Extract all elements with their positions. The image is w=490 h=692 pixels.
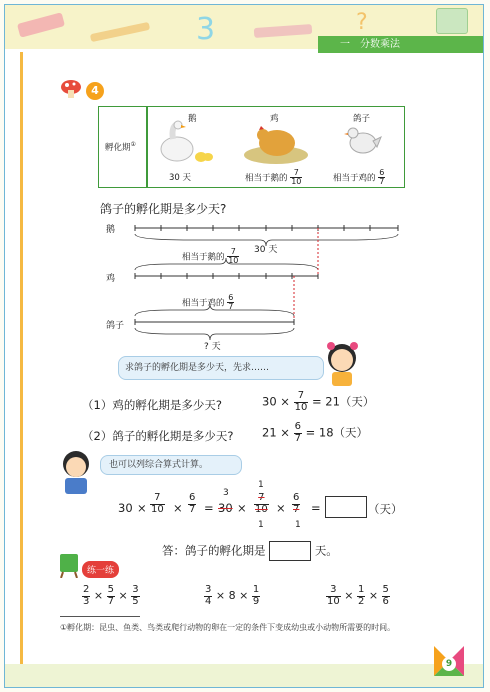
pigeon-illustration bbox=[343, 123, 383, 163]
answer-box[interactable] bbox=[269, 541, 311, 561]
answer-line: 答：鸽子的孵化期是 天。 bbox=[162, 541, 338, 561]
goose-illustration bbox=[155, 119, 215, 171]
combined-calculation: 30 × $\frac{7}{10}$ × $\frac{6}{7}$ = 3 30 × 1 $\frac{7}{10}$ 1 × $\frac{6}{7}$ 1 = （天） bbox=[118, 480, 403, 530]
calculator-decoration bbox=[436, 8, 468, 34]
chapter-title-bar bbox=[318, 36, 483, 53]
digit-three-decoration: 3 bbox=[196, 12, 216, 47]
footnote-rule bbox=[60, 616, 140, 617]
pigeon-period: 相当于鸡的 $\frac{6}{7}$ bbox=[333, 168, 385, 187]
goose-name: 鹅 bbox=[188, 114, 197, 124]
practice-badge-icon bbox=[58, 552, 80, 578]
line-diagram bbox=[100, 216, 410, 352]
boy-speech-bubble: 也可以列综合算式计算。 bbox=[100, 455, 242, 475]
footnote: ①孵化期：昆虫、鱼类、鸟类或爬行动物的卵在一定的条件下变成幼虫或小动物所需要的时间。 bbox=[60, 623, 396, 632]
practice-item-3: $\frac{3}{10}$ × $\frac{1}{2}$ × $\frac{5}{6}$ bbox=[327, 584, 389, 607]
goose-row-label: 鹅 bbox=[106, 225, 116, 235]
practice-item-1: $\frac{2}{3}$ × $\frac{5}{7}$ × $\frac{3}{5}$ bbox=[83, 584, 139, 607]
chapter-title: 一 分数乘法 bbox=[340, 39, 400, 50]
boy-avatar bbox=[56, 448, 96, 498]
hatching-period-table bbox=[98, 106, 405, 188]
footer-band bbox=[5, 664, 483, 687]
pigeon-name: 鸽子 bbox=[353, 114, 371, 124]
girl-speech-bubble: 求鸽子的孵化期是多少天，先求…… bbox=[118, 356, 324, 380]
practice-badge: 练一练 bbox=[82, 561, 119, 578]
chicken-name: 鸡 bbox=[270, 114, 279, 124]
problem-number-badge: 4 bbox=[86, 82, 104, 100]
question-mark-decoration: ? bbox=[356, 10, 368, 35]
practice-item-2: $\frac{3}{4}$ × 8 × $\frac{1}{9}$ bbox=[205, 584, 260, 607]
goose-total-label: 30 天 bbox=[254, 245, 278, 255]
chicken-relation-label: 相当于鹅的 $\frac{7}{10}$ bbox=[182, 247, 239, 266]
step-one-question: （1）鸡的孵化期是多少天? bbox=[82, 398, 222, 412]
step-two-equation: 21 × $\frac{6}{7}$ = 18（天） bbox=[262, 421, 369, 444]
main-question: 鸽子的孵化期是多少天? bbox=[100, 202, 227, 216]
girl-avatar bbox=[320, 340, 362, 390]
step-two-question: （2）鸽子的孵化期是多少天? bbox=[82, 429, 234, 443]
chicken-illustration bbox=[241, 121, 311, 169]
step-one-equation: 30 × $\frac{7}{10}$ = 21（天） bbox=[262, 390, 375, 413]
chicken-row-label: 鸡 bbox=[106, 274, 116, 284]
row-label: 孵化期① bbox=[105, 141, 136, 153]
unknown-days-label: ? 天 bbox=[204, 342, 221, 352]
pigeon-row-label: 鸽子 bbox=[106, 321, 125, 331]
table-divider bbox=[146, 107, 148, 187]
chicken-period: 相当于鹅的 $\frac{7}{10}$ bbox=[245, 168, 302, 187]
pigeon-relation-label: 相当于鸡的 $\frac{6}{7}$ bbox=[182, 293, 234, 312]
goose-period: 30 天 bbox=[169, 173, 192, 183]
left-margin-line bbox=[20, 52, 23, 667]
combined-answer-box[interactable] bbox=[325, 496, 367, 518]
page-number: 9 bbox=[442, 657, 456, 671]
mushroom-icon bbox=[60, 79, 82, 99]
